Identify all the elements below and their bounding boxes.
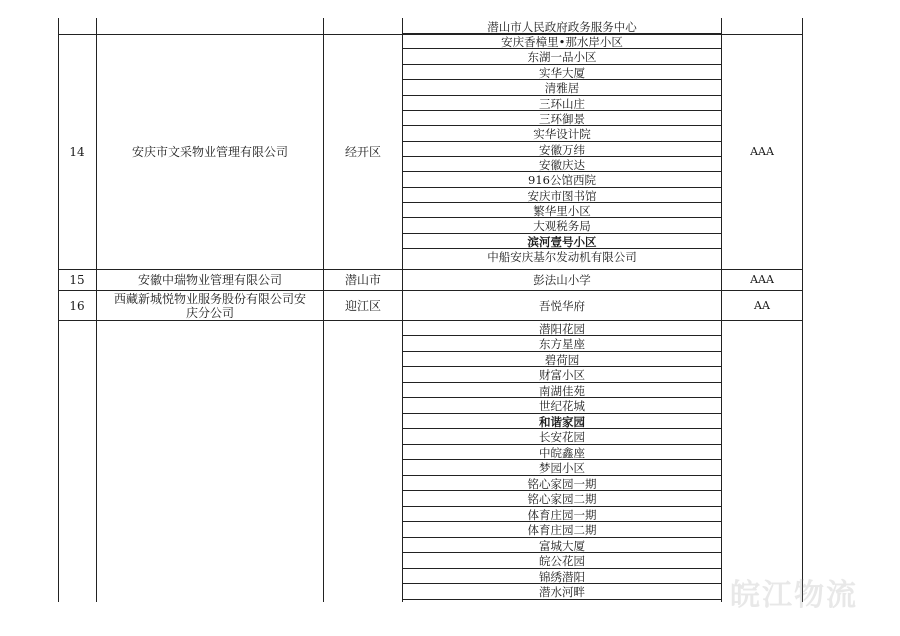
- project-name: 东湖一品小区: [527, 50, 597, 64]
- district-name: 经开区: [344, 145, 381, 159]
- project-name: 潜山市人民政府政务服务中心: [487, 19, 637, 34]
- project-name: 体育庄园二期: [527, 523, 597, 537]
- project-name: 锦绣潜阳: [539, 569, 585, 584]
- district-name: 潜山市: [344, 273, 381, 287]
- watermark-logo: 皖江物流: [730, 578, 858, 613]
- project-name: 潜水河畔: [539, 585, 585, 599]
- project-name: 中船安庆基尔发动机有限公司: [487, 250, 637, 264]
- project-name: 安徽庆达: [539, 157, 585, 172]
- district-name: 迎江区: [344, 298, 381, 313]
- project-name: 繁华里小区: [533, 203, 591, 218]
- row-number: 15: [69, 273, 85, 287]
- project-name: 财富小区: [539, 368, 585, 382]
- project-name: 三环御景: [539, 111, 585, 126]
- project-name: 潜阳花园: [539, 321, 585, 336]
- project-name: 铭心家园二期: [527, 492, 597, 506]
- row-number: 14: [69, 145, 85, 159]
- table-border-right: [802, 18, 803, 602]
- grade-badge: AAA: [750, 273, 774, 286]
- project-name: 碧荷园: [544, 352, 580, 367]
- project-name: 实华设计院: [533, 127, 591, 141]
- project-name: 世纪花城: [539, 399, 585, 413]
- project-name: 南湖佳苑: [539, 383, 585, 398]
- grade-badge: AAA: [750, 145, 774, 158]
- project-name: 彭法山小学: [533, 273, 591, 287]
- project-name: 安庆市图书馆: [527, 188, 597, 203]
- project-name: 吾悦华府: [539, 298, 585, 313]
- project-name: 清雅居: [544, 81, 580, 95]
- project-name: 实华大厦: [539, 65, 585, 80]
- project-name: 皖公花园: [539, 554, 585, 568]
- project-name: 体育庄园一期: [527, 507, 597, 522]
- project-name: 安徽万纬: [539, 142, 585, 157]
- project-name: 滨河壹号小区: [527, 234, 597, 249]
- company-name: 安徽中瑞物业管理有限公司: [137, 273, 282, 287]
- project-name: 富城大厦: [539, 538, 585, 553]
- company-name: 西藏新城悦物业服务股份有限公司安庆分公司: [113, 291, 306, 320]
- project-name: 三环山庄: [539, 96, 585, 111]
- row-number: 16: [69, 298, 85, 313]
- project-name: 大观税务局: [533, 219, 591, 233]
- company-name: 安庆市文采物业管理有限公司: [131, 145, 288, 159]
- project-name: 铭心家园一期: [527, 476, 597, 491]
- grade-badge: AA: [754, 298, 770, 312]
- project-name: 和谐家园: [539, 414, 585, 429]
- project-name: 长安花园: [539, 430, 585, 444]
- project-name: 东方星座: [539, 337, 585, 351]
- project-name: 安庆香樟里•那水岸小区: [501, 34, 623, 49]
- project-name: 梦园小区: [539, 461, 585, 475]
- project-name: 916公馆西院: [528, 173, 596, 187]
- project-name: 中皖鑫座: [539, 445, 585, 460]
